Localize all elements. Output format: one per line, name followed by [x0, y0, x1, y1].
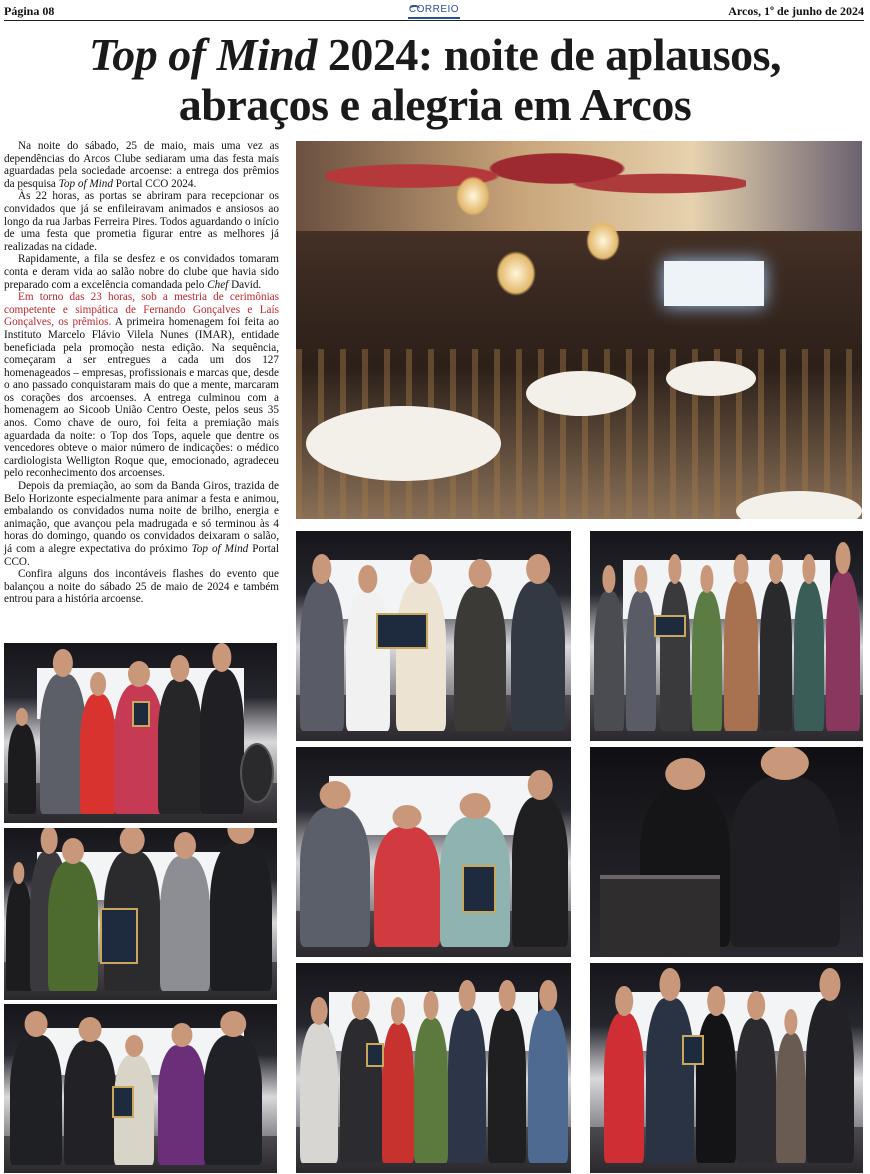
person: [396, 581, 446, 731]
lectern: [600, 875, 720, 957]
award-plaque: [100, 908, 138, 964]
award-plaque: [654, 615, 686, 637]
person: [80, 694, 116, 814]
logo-text: CORREIO: [408, 4, 460, 15]
person: [200, 669, 244, 814]
hall-flowers: [326, 146, 746, 221]
person: [158, 679, 202, 814]
person: [776, 1033, 806, 1163]
person: [210, 841, 272, 991]
person: [604, 1013, 644, 1163]
p5-text-end: Portal CCO.: [4, 543, 279, 568]
person: [511, 581, 565, 731]
hall-photo: [296, 141, 862, 519]
article-body: [4, 140, 279, 606]
paragraph-1: [4, 140, 279, 190]
headline-line1-rest: 2024: noite de aplausos,: [316, 29, 782, 80]
paragraph-5: [4, 480, 279, 568]
p5-text: Depois da premiação, ao som da Banda Giros, trazida de Belo Horizonte especialmente para animar a festa e animou, embalando os convidados numa noite de brilho, energia e animação, que avançou pela madrugada e só terminou às 4 horas do domingo, quando os convidados deixaram o salão, já com a alegre expectativa do próximo: [4, 480, 279, 555]
person: [300, 807, 370, 947]
group-photo-7: [4, 828, 277, 1000]
drum-kit: [240, 743, 274, 803]
p3-text-end: David.: [228, 278, 262, 291]
person: [488, 1008, 526, 1163]
paragraph-6: Confira alguns dos incontáveis flashes do evento que balançou a noite do sábado 25 de maio de 2024 e também entrou para a história arcoense.: [4, 568, 279, 606]
person: [660, 581, 690, 731]
person: [692, 591, 722, 731]
p3-text: Rapidamente, a fila se desfez e os convidados tomaram conta e deram vida ao salão nobre do clube que havia sido preparado com a excelência comandada pelo: [4, 253, 279, 291]
headline-line2: abraços e alegria em Arcos: [178, 79, 692, 130]
page-header: [4, 3, 864, 21]
award-plaque: [376, 613, 428, 649]
paragraph-3: [4, 253, 279, 291]
person: [158, 1045, 206, 1165]
person: [340, 1018, 382, 1163]
p3-italic: Chef: [207, 278, 229, 291]
hall-screen: [664, 261, 764, 306]
p5-italic: Top of Mind: [191, 543, 249, 555]
chandelier-icon: [496, 251, 536, 296]
page-number: Página 08: [4, 4, 55, 18]
p1-text-end: Portal CCO 2024.: [112, 177, 197, 190]
paragraph-2: Às 22 horas, as portas se abriram para recepcionar os convidados que já se enfileiravam animados e ansiosos ao longo da rua Jarbas Ferreira Pires. Todos aguardando o início de uma festa que prometia figurar entre as melhores já realizadas na cidade.: [4, 190, 279, 253]
issue-date: Arcos, 1º de junho de 2024: [728, 4, 864, 18]
p1-italic: Top of Mind: [58, 177, 113, 190]
headline: [0, 30, 870, 130]
person: [6, 881, 32, 991]
speech-photo: [590, 747, 863, 957]
person: [414, 1018, 448, 1163]
person: [646, 998, 694, 1163]
person: [48, 861, 98, 991]
person: [346, 591, 390, 731]
group-photo-4: [296, 963, 571, 1173]
person: [382, 1023, 414, 1163]
group-photo-5: [590, 963, 863, 1173]
person: [160, 856, 210, 991]
award-plaque: [462, 865, 496, 913]
logo-arc-icon: [410, 5, 420, 13]
p1-text: Na noite do sábado, 25 de maio, mais uma vez as dependências do Arcos Clube sediaram uma das festa mais aguardadas pela sociedade arcoense: a entrega dos prêmios da pesquisa: [4, 140, 279, 190]
person: [454, 586, 506, 731]
person: [794, 581, 824, 731]
person: [10, 1035, 62, 1165]
person: [736, 1018, 776, 1163]
person: [626, 591, 656, 731]
person: [374, 827, 440, 947]
person: [8, 724, 36, 814]
group-photo-3: [296, 747, 571, 957]
hall-table: [526, 371, 636, 416]
person: [806, 998, 854, 1163]
p4-text: A primeira homenagem foi feita ao Instituto Marcelo Flávio Vilela Nunes (IMAR), entidade beneficiada pela promoção nesta edição. Na sequência, começaram a ser entregues a cada um dos 127 homenageados – empresas, profissionais e marcas que, desde o ano passado conquistaram mais do que a mente, marcaram os corações dos arcoenses. A entrega culminou com a homenagem ao Sicoob União Centro Oeste, pelos seus 35 anos. Como chave de ouro, foi feita a premiação mais aguardada da noite: o Top dos Tops, aquele que dentre os vencedores obteve o maior número de indicações: o médico cardiologista Welligton Roque que, emocionado, agradeceu pelo reconhecimento dos arcoenses.: [4, 316, 279, 480]
person: [300, 1023, 338, 1163]
group-photo-6: [4, 643, 277, 823]
award-plaque: [112, 1086, 134, 1118]
headline-italic: Top of Mind: [88, 29, 317, 80]
group-photo-2: [590, 531, 863, 741]
person: [204, 1035, 262, 1165]
person: [730, 777, 840, 947]
paragraph-4: [4, 291, 279, 480]
group-photo-8: [4, 1004, 277, 1173]
newspaper-logo: [408, 3, 460, 19]
chandelier-icon: [586, 221, 620, 261]
p4-highlight: Em torno das 23 horas, sob a mestria de cerimônias competente e simpática de Fernando Gonçalves e Laís Gonçalves, os prêmios.: [4, 291, 279, 329]
person: [826, 571, 860, 731]
hall-table: [306, 406, 501, 481]
person: [300, 581, 344, 731]
person: [594, 591, 624, 731]
person: [448, 1008, 486, 1163]
person: [64, 1040, 116, 1165]
award-plaque: [682, 1035, 704, 1065]
person: [528, 1008, 568, 1163]
group-photo-1: [296, 531, 571, 741]
person: [724, 581, 758, 731]
hall-table: [666, 361, 756, 396]
person: [512, 797, 568, 947]
award-plaque: [132, 701, 150, 727]
person: [760, 581, 792, 731]
chandelier-icon: [456, 176, 490, 216]
award-plaque: [366, 1043, 384, 1067]
